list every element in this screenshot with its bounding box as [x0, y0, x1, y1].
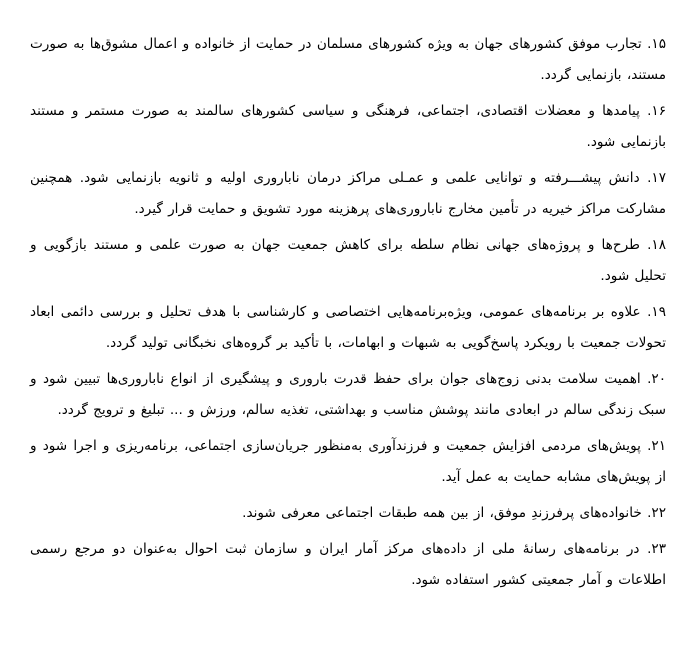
- item-number: ۱۷.: [647, 170, 666, 186]
- item-text: در برنامه‌های رسانهٔ ملی از داده‌های مرکز آمار ایران و سازمان ثبت احوال به‌عنوان دو مرجع رسمی اطلاعات و آمار جمعیتی کشور استفاده شود.: [30, 541, 666, 588]
- item-text: پویش‌های مردمی افزایش جمعیت و فرزندآوری به‌منظور جریان‌سازی اجتماعی، برنامه‌ریزی و اجرا شود و از پویش‌های مشابه حمایت به عمل آید.: [30, 438, 666, 485]
- item-number: ۲۲.: [647, 505, 666, 521]
- item-number: ۲۱.: [647, 438, 666, 454]
- list-item-22: [30, 498, 666, 529]
- list-item-17: [30, 163, 666, 225]
- list-item-20: [30, 364, 666, 426]
- list-item-15: [30, 29, 666, 91]
- list-item-16: [30, 96, 666, 158]
- item-number: ۲۰.: [647, 371, 666, 387]
- list-item-19: [30, 297, 666, 359]
- item-text: خانواده‌های پرفرزندِ موفق، از بین همه طبقات اجتماعی معرفی شوند.: [242, 505, 642, 521]
- list-item-18: [30, 230, 666, 292]
- item-text: دانش پیشـــرفته و توانایی علمی و عمـلی مراکز درمان ناباروری اولیه و ثانویه بازنمایی شود. همچنین مشارکت مراکز خیریه در تأمین مخارج ناباروری‌های پرهزینه مورد تشویق و حمایت قرار گیرد.: [30, 170, 666, 217]
- list-item-23: [30, 534, 666, 596]
- item-number: ۱۸.: [647, 237, 666, 253]
- item-number: ۱۶.: [647, 103, 667, 119]
- item-text: تجارب موفق کشورهای جهان به ویژه کشورهای مسلمان در حمایت از خانواده و اعمال مشوق‌ها به صورت مستند، بازنمایی گردد.: [30, 36, 666, 83]
- item-text: علاوه بر برنامه‌های عمومی، ویژه‌برنامه‌هایی اختصاصی و کارشناسی با هدف تحلیل و بررسی دائمی ابعاد تحولات جمعیت با رویکرد پاسخ‌گویی به شبهات و ابهامات، با تأکید بر گروه‌های نخبگانی تولید گردد.: [30, 304, 666, 351]
- item-number: ۱۹.: [647, 304, 666, 320]
- item-number: ۲۳.: [647, 541, 667, 557]
- item-number: ۱۵.: [647, 36, 666, 52]
- item-text: طرح‌ها و پروژه‌های جهانی نظام سلطه برای کاهش جمعیت جهان به صورت علمی و مستند بازگویی و تحلیل شود.: [30, 237, 666, 284]
- item-text: پیامدها و معضلات اقتصادی، اجتماعی، فرهنگی و سیاسی کشورهای سالمند به صورت مستمر و مستند بازنمایی شود.: [30, 103, 666, 150]
- list-item-21: [30, 431, 666, 493]
- item-text: اهمیت سلامت بدنی زوج‌های جوان برای حفظ قدرت باروری و پیشگیری از انواع ناباروری‌ها تبیین شود و سبک زندگی سالم در ابعادی مانند پوشش مناسب و بهداشتی، تغذیه سالم، ورزش و ... تبلیغ و ترویج گردد.: [30, 371, 666, 418]
